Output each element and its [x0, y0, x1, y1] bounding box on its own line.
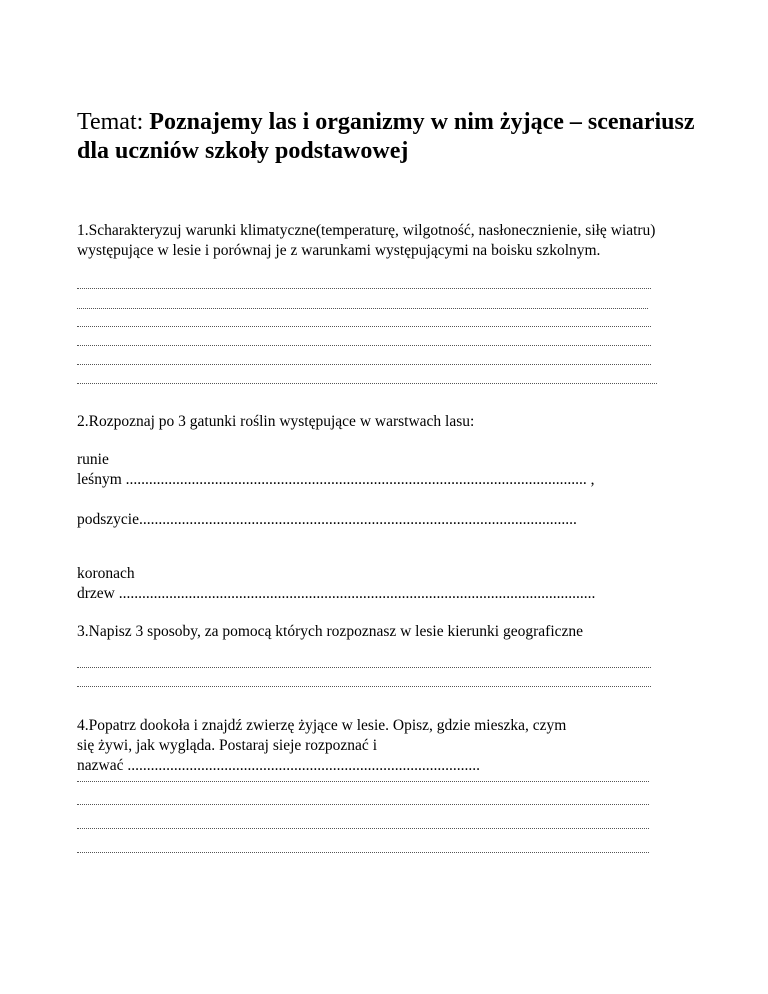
- answer-line: [77, 364, 651, 365]
- layer-runie-label: runie: [77, 451, 109, 468]
- layer-runie-answer: leśnym ....................................................................................................................... ,: [77, 471, 595, 488]
- answer-line: [77, 804, 649, 805]
- layer-korony-label: koronach: [77, 565, 135, 582]
- question-2-text: 2.Rozpoznaj po 3 gatunki roślin występujące w warstwach lasu:: [77, 413, 475, 430]
- question-4-text-line1: 4.Popatrz dookoła i znajdź zwierzę żyjące w lesie. Opisz, gdzie mieszka, czym: [77, 717, 567, 734]
- answer-line: [77, 326, 651, 327]
- question-1-text: 1.Scharakteryzuj warunki klimatyczne(temperaturę, wilgotność, nasłonecznienie, siłę wiatru) występujące w lesie i porównaj je z warunkami występującymi na boisku szkolnym.: [77, 222, 656, 259]
- answer-line: [77, 781, 649, 782]
- layer-korony-answer: drzew ...........................................................................................................................: [77, 585, 596, 602]
- answer-line: [77, 852, 649, 853]
- answer-line: [77, 308, 648, 309]
- page-title: [77, 108, 717, 166]
- title-prefix: Temat:: [77, 109, 150, 135]
- answer-line: [77, 288, 651, 289]
- answer-line: [77, 667, 651, 668]
- title-topic: Poznajemy las i organizmy w nim żyjące – scenariusz dla uczniów szkoły podstawowej: [77, 109, 695, 164]
- answer-line: [77, 828, 649, 829]
- layer-podszycie-answer: podszycie.................................................................................................................: [77, 511, 577, 528]
- question-3-text: 3.Napisz 3 sposoby, za pomocą których rozpoznasz w lesie kierunki geograficzne: [77, 623, 584, 640]
- question-4-text-line2: się żywi, jak wygląda. Postaraj sieje rozpoznać i: [77, 737, 377, 754]
- answer-line: [77, 686, 651, 687]
- question-4-name-answer: nazwać ...........................................................................................: [77, 757, 480, 774]
- answer-line: [77, 345, 651, 346]
- answer-line: [77, 383, 657, 384]
